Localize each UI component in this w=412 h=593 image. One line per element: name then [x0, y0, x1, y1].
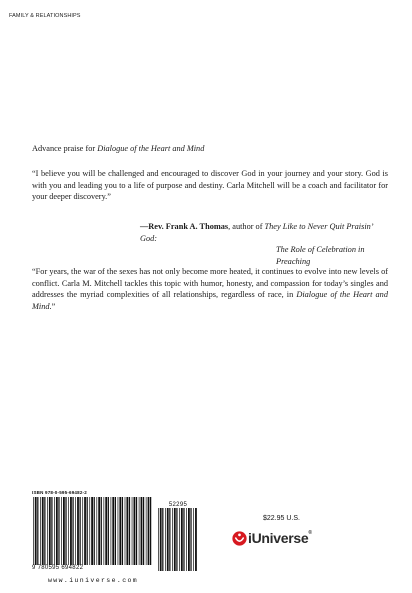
barcode-bar [58, 497, 59, 565]
price-addon-barcode [157, 508, 199, 571]
barcode-bar [190, 508, 191, 571]
publisher-logo [232, 530, 312, 546]
barcode-bar [188, 508, 190, 571]
barcode-bar [172, 508, 173, 571]
barcode-bar [174, 508, 176, 571]
barcode-bar [139, 497, 140, 565]
advance-praise-heading [32, 143, 388, 155]
intro-prefix: Advance praise for [32, 144, 98, 153]
barcode-bar [82, 497, 83, 565]
quote-2-end: .” [49, 301, 56, 311]
barcode-bar [75, 497, 76, 565]
barcode-bar [136, 497, 137, 565]
attribution-mid: , author of [228, 222, 265, 231]
barcode-bar [47, 497, 48, 565]
barcode-bar [44, 497, 45, 565]
praise-quote-2 [32, 266, 388, 312]
barcode-bar [111, 497, 112, 565]
barcode-bar [148, 497, 150, 565]
praise-quote-1: “I believe you will be challenged and encouraged to discover God in your journey and your story. God is with you and leading you to a life of purpose and destiny. Carla Mitchell will be a coach and facilitator for your deeper discovery.” [32, 169, 388, 202]
attribution-work-line2: The Role of Celebration in Preaching [276, 245, 365, 266]
barcode-bar [179, 508, 180, 571]
barcode-bar [33, 497, 34, 565]
barcode-block [32, 490, 199, 571]
barcode-bar [141, 497, 143, 565]
category-label: FAMILY & RELATIONSHIPS [9, 13, 81, 19]
barcode-bar [160, 508, 162, 571]
publisher-website: www.iuniverse.com [48, 577, 139, 584]
barcode-bar [115, 497, 116, 565]
isbn-barcode-digits: 9 780595 694822 [32, 565, 84, 571]
quote-2-book-title: Dialogue of the Heart and Mind [32, 290, 388, 311]
quote-2-text: “For years, the war of the sexes has not only become more heated, it continues to evolve into new levels of conflict. Carla M. Mitchell tackles this topic with humor, honesty, and compassion for today’s singles and addresses the myriad complexities of all relationships, regardless of race, in [32, 267, 388, 300]
barcode-bar [162, 508, 163, 571]
barcode-bar [125, 497, 126, 565]
barcode-bar [119, 497, 121, 565]
addon-barcode-digits: 52295 [168, 502, 188, 508]
barcode-bar [101, 497, 102, 565]
barcode-bar [68, 497, 69, 565]
isbn-barcode [32, 497, 154, 565]
barcode-bar [143, 497, 144, 565]
barcode-bar [72, 497, 73, 565]
barcode-bar [183, 508, 184, 571]
barcode-bar [77, 497, 79, 565]
barcode-bar [193, 508, 194, 571]
barcode-bar [54, 497, 55, 565]
barcode-bar [96, 497, 97, 565]
barcode-bar [37, 497, 38, 565]
barcode-bar [105, 497, 107, 565]
quote-1-attribution [140, 221, 390, 267]
attribution-name: —Rev. Frank A. Thomas [140, 222, 229, 231]
barcode-bar [195, 508, 197, 571]
barcode-bar [70, 497, 72, 565]
isbn-label: ISBN 978-0-595-69482-2 [32, 490, 87, 495]
barcode-bar [98, 497, 100, 565]
barcode-bar [63, 497, 65, 565]
barcode-bar [94, 497, 95, 565]
barcode-bar [35, 497, 37, 565]
barcode-bar [40, 497, 41, 565]
barcode-bar [165, 508, 166, 571]
barcode-bar [118, 497, 119, 565]
barcode-bar [65, 497, 66, 565]
barcode-bar [146, 497, 147, 565]
barcode-bar [176, 508, 177, 571]
barcode-bar [104, 497, 105, 565]
barcode-bar [61, 497, 62, 565]
barcode-bar [56, 497, 58, 565]
barcode-bar [84, 497, 86, 565]
barcode-bar [108, 497, 109, 565]
barcode-bar [129, 497, 130, 565]
intro-book-title: Dialogue of the Heart and Mind [97, 144, 205, 153]
barcode-bar [51, 497, 52, 565]
barcode-bar [89, 497, 90, 565]
barcode-bar [42, 497, 44, 565]
barcode-bar [87, 497, 88, 565]
barcode-bar [122, 497, 123, 565]
price-label: $22.95 U.S. [263, 515, 300, 522]
barcode-bar [134, 497, 136, 565]
barcode-bar [169, 508, 170, 571]
barcode-bar [132, 497, 133, 565]
attribution-work-line1: They Like to Never Quit Praisin’ God: [140, 222, 373, 243]
barcode-bar [150, 497, 151, 565]
barcode-bar [186, 508, 187, 571]
barcode-bar [181, 508, 183, 571]
barcode-bar [91, 497, 93, 565]
barcode-bar [126, 497, 128, 565]
barcode-bar [80, 497, 81, 565]
barcode-bar [49, 497, 51, 565]
publisher-name: iUniverse® [248, 530, 312, 546]
iuniverse-logo-icon [232, 531, 247, 546]
barcode-bar [158, 508, 159, 571]
barcode-bar [167, 508, 169, 571]
barcode-bar [112, 497, 114, 565]
